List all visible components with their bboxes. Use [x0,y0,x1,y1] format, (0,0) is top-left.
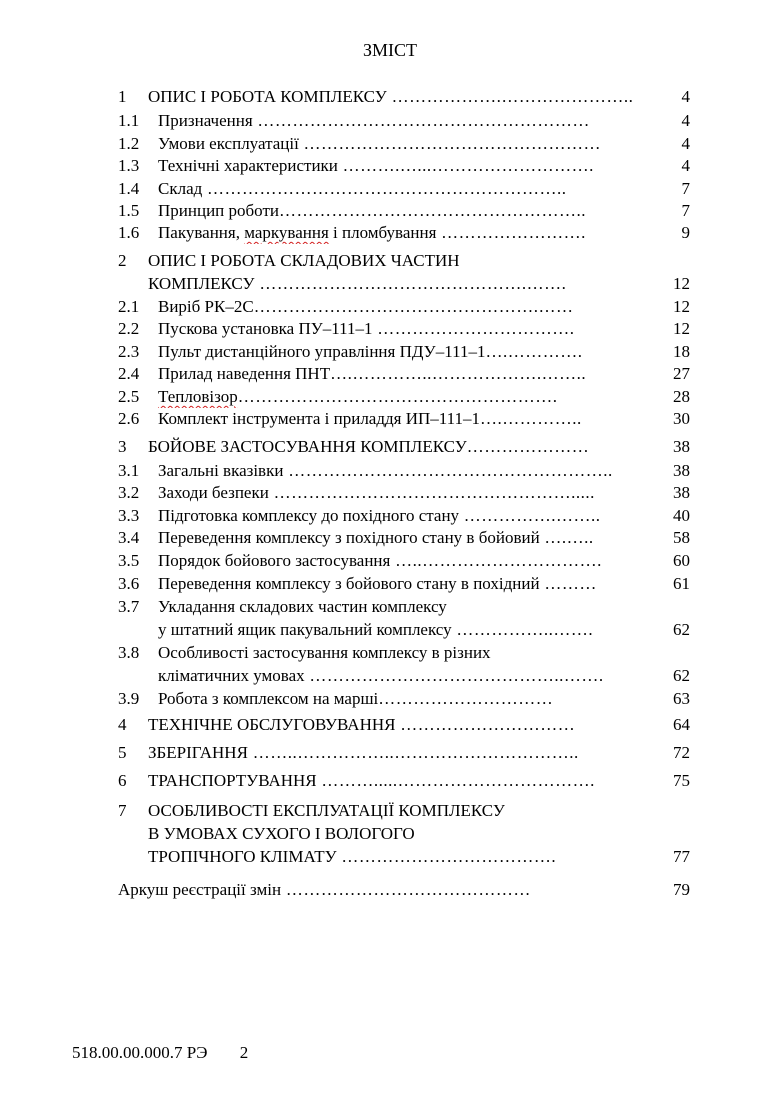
toc-entry-title [158,133,644,155]
toc-leader-dots: ……… [539,574,597,593]
toc-leader-dots: ……..……………..………………………….. [247,743,579,762]
toc-entry-title [158,505,644,527]
toc-entry-text: ОПИС І РОБОТА СКЛАДОВИХ ЧАСТИН [148,251,460,270]
toc-entry-title [148,436,644,458]
toc-entry-title [148,714,644,736]
toc-entry-page: 64 [673,715,690,734]
toc-entry-page: 62 [673,620,690,639]
toc-entry [118,273,690,295]
toc-leader-dots: …………………………………………… [298,134,602,153]
toc-leader-dots: ….…………. [485,342,583,361]
toc-entry-page: 38 [673,437,690,456]
toc-entry-title [158,408,644,430]
toc-leader-dots: ….…………..……………….…….. [330,364,587,383]
toc-leader-dots: ….….. [539,528,594,547]
toc-entry-title [158,222,644,244]
toc-entry-text: ОПИС І РОБОТА КОМПЛЕКСУ [148,87,387,106]
toc-entry-text: Технічні характеристики [158,156,338,175]
toc-leader-dots: ………………………………………………… [252,111,590,130]
toc-entry-title [148,770,644,792]
toc-leader-dots: ……………….………………….. [386,87,634,106]
toc-leader-dots: ….………….. [480,409,582,428]
toc-entry-text: Умови експлуатації [158,134,299,153]
toc-entry-title [148,823,644,845]
toc-entry-number: 1.4 [118,179,140,198]
toc-leader-dots: ………………………………………………. [237,387,558,406]
toc-entry [118,86,690,108]
toc-entry-number: 1.5 [118,201,140,220]
toc-entry [118,386,690,408]
toc-entry-page: 12 [673,274,690,293]
toc-entry-text: Виріб РК–2С [158,297,254,316]
toc-entry-title [158,110,644,132]
toc-entry [118,482,690,504]
toc-entry-title [158,363,644,385]
spellcheck-marked-word: Тепловізор [158,387,238,406]
toc-entry [118,460,690,482]
toc-entry-number: 3.8 [118,643,140,662]
toc-entry-number: 3.4 [118,528,140,547]
toc-leader-dots: …………….…….. [459,506,601,525]
toc-entry-text: Укладання складових частин комплексу [158,597,447,616]
toc-entry-title [158,155,644,177]
document-code: 518.00.00.000.7 РЭ [72,1043,208,1062]
toc-entry-page: 28 [673,387,690,406]
toc-entry-number: 1.3 [118,156,140,175]
toc-entry-page: 4 [681,156,690,175]
toc-entry-page: 62 [673,666,690,685]
toc-entry [118,742,690,764]
toc-entry-text: Переведення комплексу з бойового стану в похідний [158,574,540,593]
toc-leader-dots: …………………………………………………….. [202,179,567,198]
toc-entry [118,110,690,132]
toc-entry-number: 3.1 [118,461,140,480]
toc-entry-text: ТРАНСПОРТУВАННЯ [148,771,317,790]
toc-entry-number: 2.2 [118,319,140,338]
toc-entry-text: ЗБЕРІГАННЯ [148,743,248,762]
toc-entry-title [158,482,644,504]
toc-entry-page: 77 [673,847,690,866]
toc-entry-title [158,665,644,687]
toc-entry-page: 30 [673,409,690,428]
toc-entry-number: 2.3 [118,342,140,361]
toc-entry-title [158,688,644,710]
toc-entry-text: Робота з комплексом на марші [158,689,379,708]
toc-entry-text: ТРОПІЧНОГО КЛІМАТУ [148,847,337,866]
toc-entry-title [158,550,644,572]
toc-entry-title [148,86,644,108]
toc-entry-title [158,178,644,200]
toc-entry-page: 61 [673,574,690,593]
toc-entry [118,596,690,618]
toc-entry-page: 38 [673,461,690,480]
toc-entry-title [158,386,644,408]
toc-entry-number: 3 [118,437,127,456]
toc-entry-text: КОМПЛЕКСУ [148,274,255,293]
toc-leader-dots: ………………………………. [336,847,557,866]
toc-entry-text: Прилад наведення ПНТ [158,364,331,383]
toc-entry-text: ТЕХНІЧНЕ ОБСЛУГОВУВАННЯ [148,715,396,734]
toc-entry-title [148,846,644,868]
toc-entry-number: 6 [118,771,127,790]
toc-entry [118,688,690,710]
toc-leader-dots: ……………………………. [372,319,575,338]
toc-entry-title [118,879,644,901]
toc-entry-title [158,341,644,363]
toc-leader-dots: ………………………………………….…… [253,297,574,316]
toc-entry-number: 3.3 [118,506,140,525]
toc-entry [118,408,690,430]
toc-entry [118,665,690,687]
toc-entry [118,222,690,244]
toc-entry-number: 2.4 [118,364,140,383]
toc-entry [118,341,690,363]
toc-entry [118,133,690,155]
toc-entry-number: 1.1 [118,111,140,130]
toc-entry-page: 9 [681,223,690,242]
toc-entry [118,800,690,822]
toc-entry-text: кліматичних умовах [158,666,305,685]
toc-entry-page: 4 [681,87,690,106]
toc-entry-title [158,460,644,482]
toc-entry-number: 3.7 [118,597,140,616]
toc-entry [118,296,690,318]
toc-entry-number: 1.6 [118,223,140,242]
toc-entry-page: 18 [673,342,690,361]
toc-leader-dots: ……………………. [436,223,586,242]
toc-entry-number: 3.9 [118,689,140,708]
toc-entry [118,846,690,868]
toc-entry-text: у штатний ящик пакувальний комплексу [158,620,452,639]
toc-entry-page: 38 [673,483,690,502]
toc-entry-number: 5 [118,743,127,762]
toc-entry [118,642,690,664]
toc-leader-dots: ……….…...………………………. [337,156,594,175]
toc-entry-number: 3.6 [118,574,140,593]
page-number: 2 [239,1043,249,1062]
toc-entry [118,770,690,792]
toc-entry-text: Склад [158,179,203,198]
toc-leader-dots: …………………………………… [281,880,531,899]
toc-entry [118,573,690,595]
toc-entry-title [148,273,644,295]
toc-entry-title [148,250,644,272]
toc-entry-title [158,318,644,340]
toc-entry [118,155,690,177]
toc-entry-title [148,800,644,822]
page-footer [72,1043,248,1063]
toc-entry-text: Пульт дистанційного управління ПДУ–111–1 [158,342,486,361]
toc-entry-number: 3.5 [118,551,140,570]
toc-entry [118,619,690,641]
toc-entry-page: 4 [681,111,690,130]
toc-entry-text: Загальні вказівки [158,461,284,480]
toc-leader-dots: ……….....……………………………. [316,771,595,790]
toc-entry-text: ОСОБЛИВОСТІ ЕКСПЛУАТАЦІЇ КОМПЛЕКСУ [148,801,505,820]
toc-entry-text: Комплект інструмента і приладдя ИП–111–1 [158,409,481,428]
toc-entry-number: 2.6 [118,409,140,428]
toc-entry-title [158,296,644,318]
toc-leader-dots: ……………..……. [451,620,594,639]
toc-entry-title [158,200,644,222]
toc-entry-page: 7 [681,179,690,198]
toc-entry-number: 7 [118,801,127,820]
page-title: ЗМІСТ [362,40,418,60]
toc-entry-page: 63 [673,689,690,708]
toc-leader-dots: ………………………… [378,689,554,708]
toc-entry [118,527,690,549]
toc-entry-number: 1.2 [118,134,140,153]
toc-entry-title-part: Пакування, [158,223,245,242]
toc-entry-title [158,619,644,641]
toc-leader-dots: …………………………………………….. [278,201,586,220]
toc-entry-text: Особливості застосування комплексу в різних [158,643,491,662]
toc-entry-text: Принцип роботи [158,201,279,220]
toc-leader-dots: ……………………………………..……. [304,666,604,685]
toc-leader-dots: ……………………………………….……. [254,274,567,293]
toc-entry-title [148,742,644,764]
toc-entry-text: Переведення комплексу з похідного стану в бойовий [158,528,540,547]
toc-entry-number: 2.1 [118,297,140,316]
toc-entry-text: Пускова установка ПУ–111–1 [158,319,373,338]
toc-entry-number: 2 [118,251,127,270]
toc-entry-page: 4 [681,134,690,153]
toc-entry [118,714,690,736]
toc-entry [118,200,690,222]
toc-entry [118,879,690,901]
toc-entry-title [158,527,644,549]
toc-leader-dots: ………………… [466,437,590,456]
toc-entry [118,318,690,340]
toc-entry [118,550,690,572]
toc-entry-number: 4 [118,715,127,734]
toc-entry [118,178,690,200]
toc-leader-dots: ……………………………………………….. [283,461,613,480]
toc-entry-text: Призначення [158,111,253,130]
toc-entry-page: 60 [673,551,690,570]
spellcheck-marked-word: маркування [244,223,329,242]
toc-entry-page: 40 [673,506,690,525]
toc-leader-dots: ………………………… [395,715,576,734]
toc-entry-text: В УМОВАХ СУХОГО І ВОЛОГОГО [148,824,415,843]
toc-entry [118,363,690,385]
toc-entry-page: 58 [673,528,690,547]
toc-entry-title [158,596,644,618]
toc-entry-title [158,573,644,595]
toc-entry-page: 79 [673,880,690,899]
toc-entry [118,436,690,458]
toc-entry [118,823,690,845]
toc-entry [118,250,690,272]
toc-entry-title [158,642,644,664]
toc-entry-text: Порядок бойового застосування [158,551,391,570]
toc-entry-page: 72 [673,743,690,762]
toc-entry-page: 7 [681,201,690,220]
toc-entry-number: 3.2 [118,483,140,502]
toc-entry-text: Заходи безпеки [158,483,269,502]
toc-leader-dots: ……………………………………………..... [268,483,595,502]
toc-entry-text: Підготовка комплексу до похідного стану [158,506,460,525]
toc-entry-page: 27 [673,364,690,383]
toc-entry [118,505,690,527]
toc-entry-page: 12 [673,297,690,316]
toc-entry-page: 75 [673,771,690,790]
toc-entry-text: БОЙОВЕ ЗАСТОСУВАННЯ КОМПЛЕКСУ [148,437,467,456]
toc-entry-number: 2.5 [118,387,140,406]
toc-entry-page: 12 [673,319,690,338]
toc-entry-text: Аркуш реєстрації змін [118,880,282,899]
toc-entry-number: 1 [118,87,127,106]
toc-leader-dots: …..…………………………. [390,551,602,570]
toc-entry-title-part: і пломбування [328,223,437,242]
